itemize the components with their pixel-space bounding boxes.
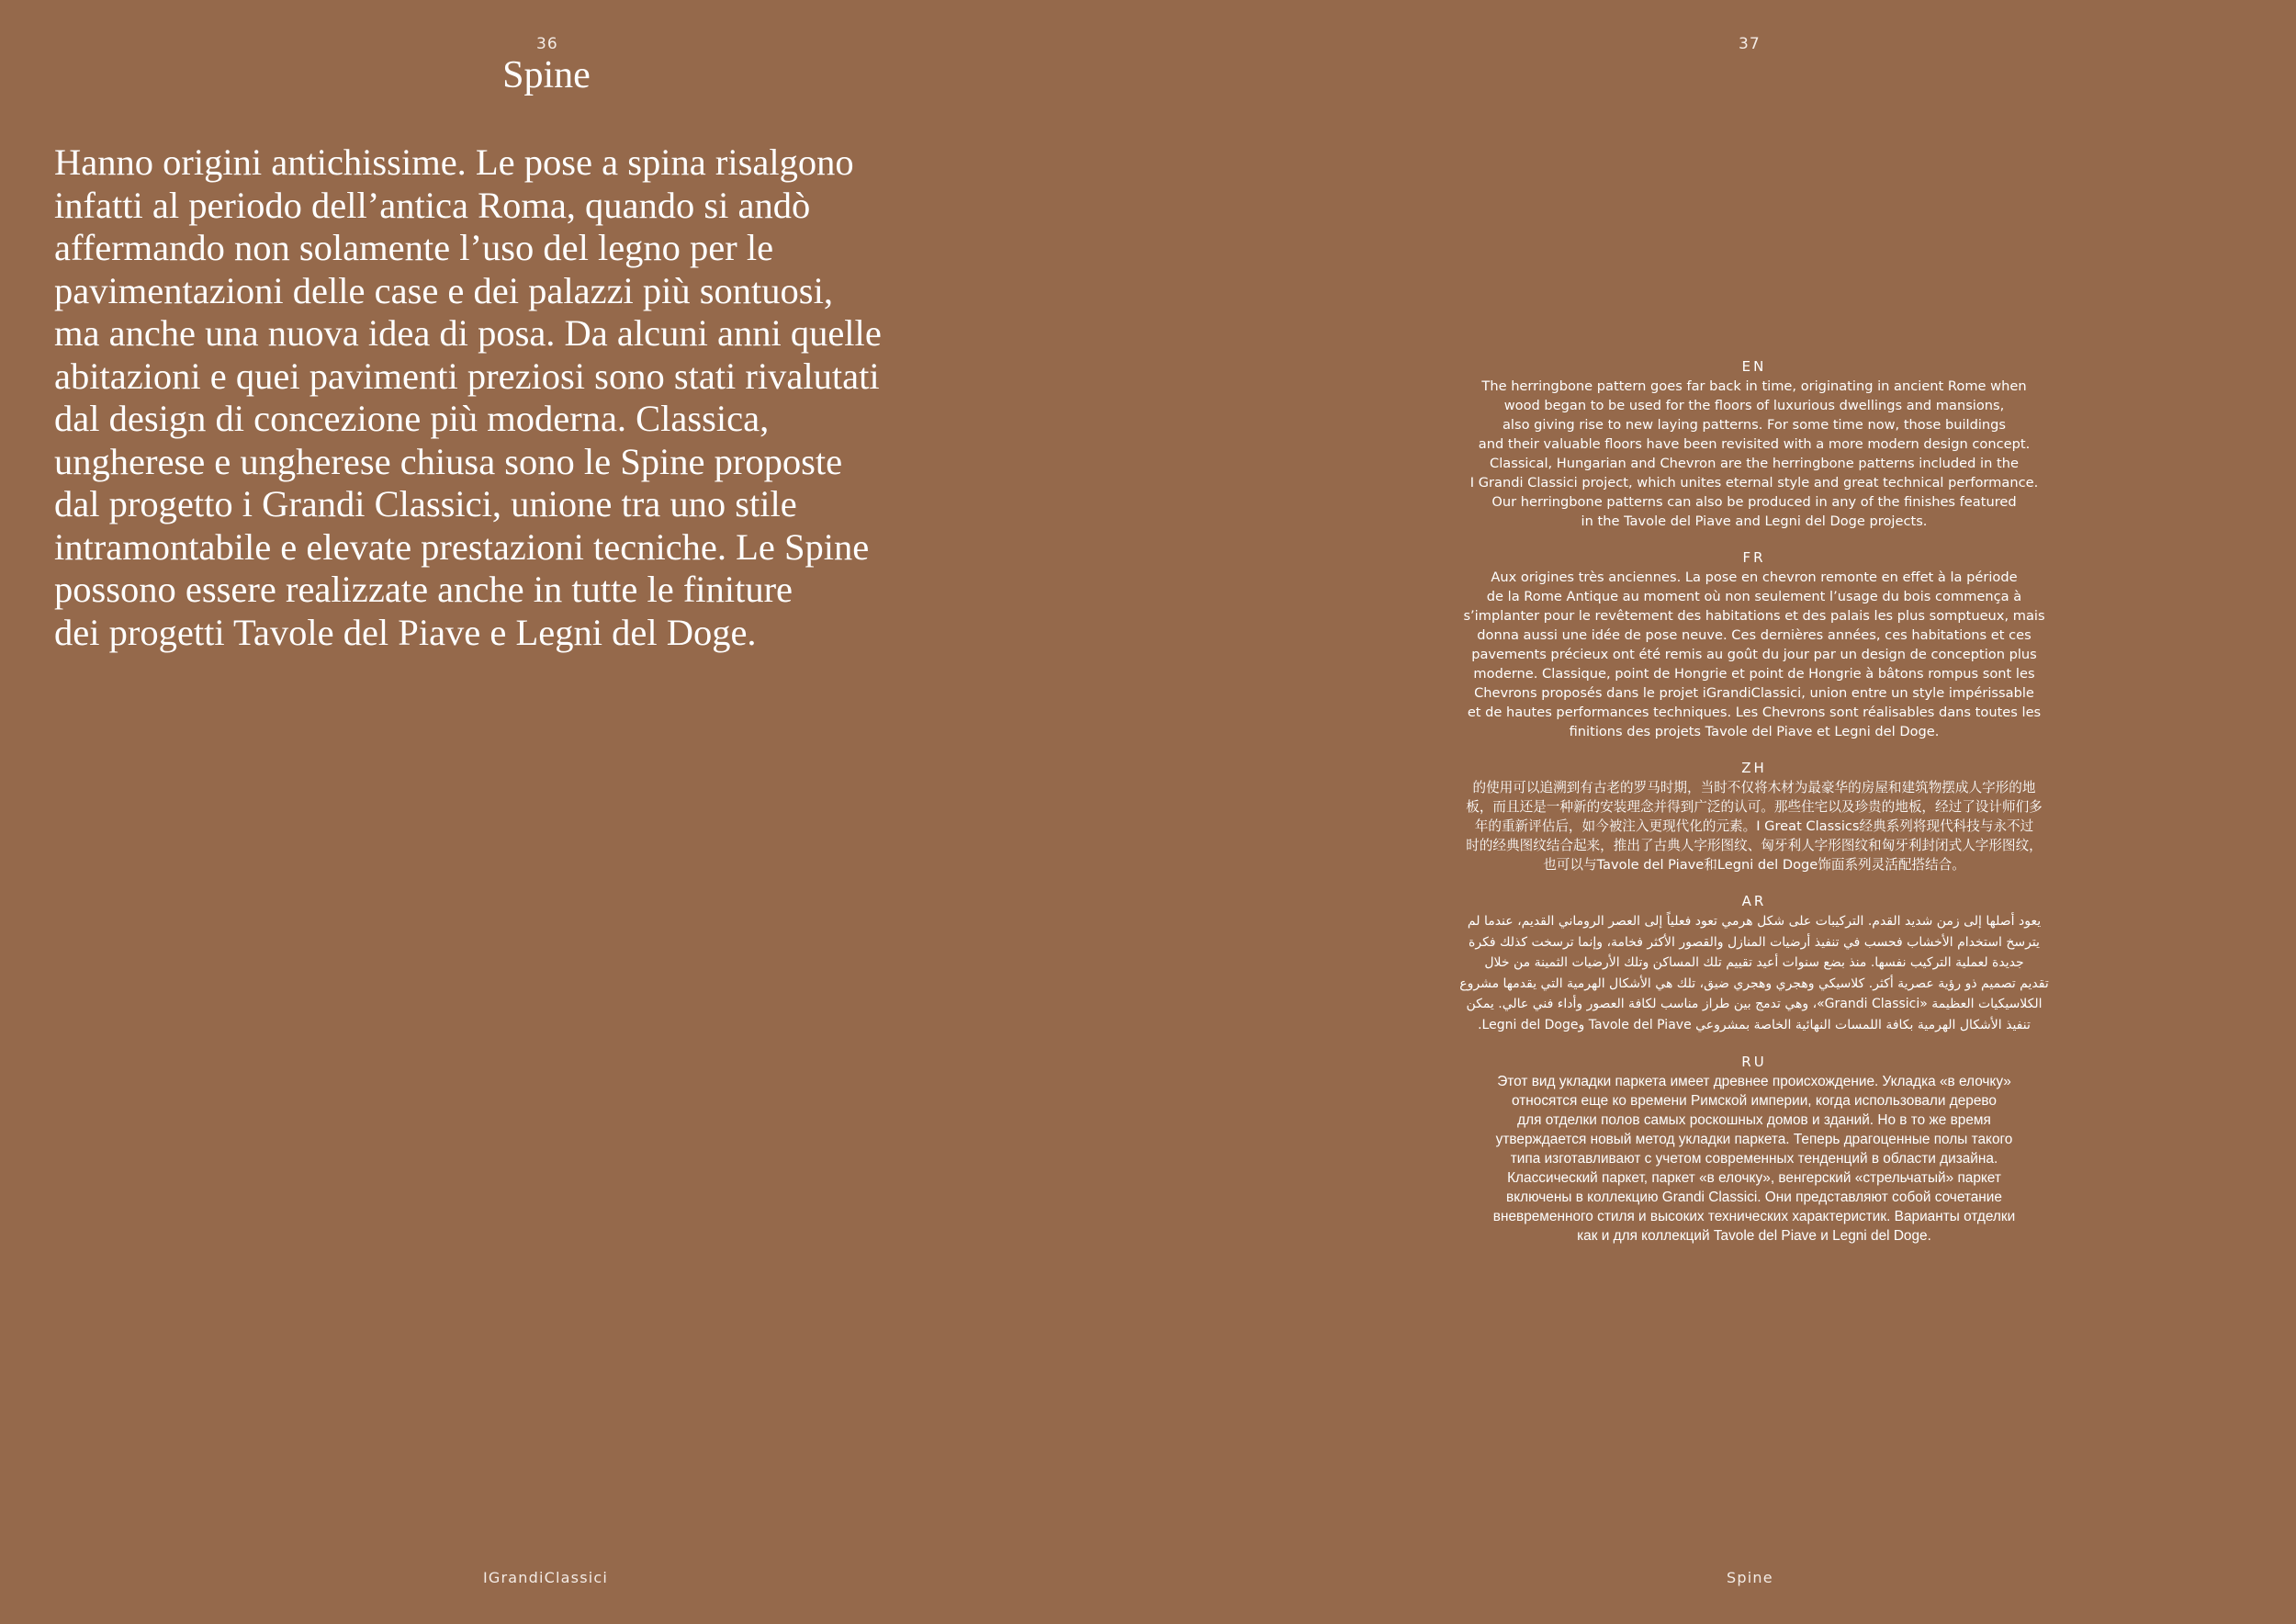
- lang-block-fr: [1405, 547, 2103, 741]
- lang-code-en: EN: [1741, 358, 1767, 375]
- translations-column: [1405, 356, 2103, 1262]
- lang-text-ru: Этот вид укладки паркета имеет древнее происхождение. Укладка «в елочку» относятся еще ко времени Римской империи, когда использовали дерево для отделки полов самых роскошных домов и зданий. Но в то же время утверждается новый метод укладки паркета. Теперь драгоценные полы такого типа изготавливают с учетом современных тенденций в области дизайна. Классический паркет, паркет «в елочку», венгерский «стрельчатый» паркет включены в коллекцию Grandi Classici. Они представляют собой сочетание вневременного стиля и высоких технических характеристик. Варианты отделки как и для коллекций Tavole del Piave и Legni del Doge.: [1492, 1074, 2016, 1244]
- footer-brand: IGrandiClassici: [483, 1569, 609, 1586]
- right-page: [1148, 0, 2296, 1624]
- lang-text-en: The herringbone pattern goes far back in time, originating in ancient Rome when wood began to be used for the floors of luxurious dwellings and mansions, also giving rise to new laying patterns. For some time now, those buildings and their valuable floors have been revisited with a more modern design concept. Classical, Hungarian and Chevron are the herringbone patterns included in the I Grandi Classici project, which unites eternal style and great technical performance. Our herringbone patterns can also be produced in any of the finishes featured in the Tavole del Piave and Legni del Doge projects.: [1469, 378, 2039, 529]
- footer-section: Spine: [1727, 1569, 1773, 1586]
- lang-block-ru: [1405, 1052, 2103, 1246]
- intro-paragraph-it: Hanno origini antichissime. Le pose a spina risalgono infatti al periodo dell’antica Roma, quando si andò affermando non solamente l’uso del legno per le pavimentazioni delle case e dei palazzi più sontuosi, ma anche una nuova idea di posa. Da alcuni anni quelle abitazioni e quei pavimenti preziosi sono stati rivalutati dal design di concezione più moderna. Classica, ungherese e ungherese chiusa sono le Spine proposte dal progetto i Grandi Classici, unione tra uno stile intramontabile e elevate prestazioni tecniche. Le Spine possono essere realizzate anche in tutte le finiture dei progetti Tavole del Piave e Legni del Doge.: [54, 141, 882, 653]
- lang-block-ar: [1405, 891, 2103, 1035]
- page-title: Spine: [502, 54, 591, 96]
- lang-code-fr: FR: [1742, 549, 1766, 566]
- lang-code-ar: AR: [1741, 893, 1767, 909]
- lang-block-zh: [1405, 758, 2103, 874]
- lang-code-ru: RU: [1741, 1054, 1767, 1070]
- lang-code-zh: ZH: [1741, 760, 1767, 776]
- page-number-left: 36: [536, 35, 558, 53]
- page-number-right: 37: [1739, 35, 1761, 53]
- lang-text-ar: يعود أصلها إلى زمن شديد القدم. التركيبات على شكل هرمي تعود فعلياً إلى العصر الروماني القديم، عندما لم يترسخ استخدام الأخشاب فحسب في تنفيذ أرضيات المنازل والقصور الأكثر فخامة، وإنما ترسخت كذلك فكرة جديدة لعملية التركيب نفسها. منذ بضع سنوات أعيد تقييم تلك المساكن وتلك الأرضيات الثمينة من خلال تقديم تصميم ذو رؤية عصرية أكثر. كلاسيكي وهجري وهجري ضيق، تلك هي الأشكال الهرمية التي يقدمها مشروع الكلاسيكيات العظيمة «Grandi Classici»، وهي تدمج بين طراز مناسب لكافة العصور وأداء فني عالي. يمكن تنفيذ الأشكال الهرمية بكافة اللمسات النهائية الخاصة بمشروعي Tavole del Piave وLegni del Doge.: [1459, 914, 2049, 1032]
- lang-block-en: [1405, 356, 2103, 531]
- lang-text-fr: Aux origines très anciennes. La pose en chevron remonte en effet à la période de la Rome Antique au moment où non seulement l’usage du bois commença à s’implanter pour le revêtement des habitations et des palais les plus somptueux, mais donna aussi une idée de pose neuve. Ces dernières années, ces habitations et ces pavements précieux ont été remis au goût du jour par un design de conception plus moderne. Classique, point de Hongrie et point de Hongrie à bâtons rompus sont les Chevrons proposés dans le projet iGrandiClassici, union entre un style impérissable et de hautes performances techniques. Les Chevrons sont réalisables dans toutes les finitions des projets Tavole del Piave et Legni del Doge.: [1463, 570, 2045, 739]
- lang-text-zh: 的使用可以追溯到有古老的罗马时期，当时不仅将木材为最豪华的房屋和建筑物摆成人字形的地 板，而且还是一种新的安装理念并得到广泛的认可。那些住宅以及珍贵的地板，经过了设计师们多 年的重新评估后，如今被注入更现代化的元素。I Great Classics经典系列将现代科技与永不过 时的经典图纹结合起来，推出了古典人字形图纹、匈牙利人字形图纹和匈牙利封闭式人字形图纹， 也可以与Tavole del Piave和Legni del Doge饰面系列灵活配搭结合。: [1466, 780, 2043, 873]
